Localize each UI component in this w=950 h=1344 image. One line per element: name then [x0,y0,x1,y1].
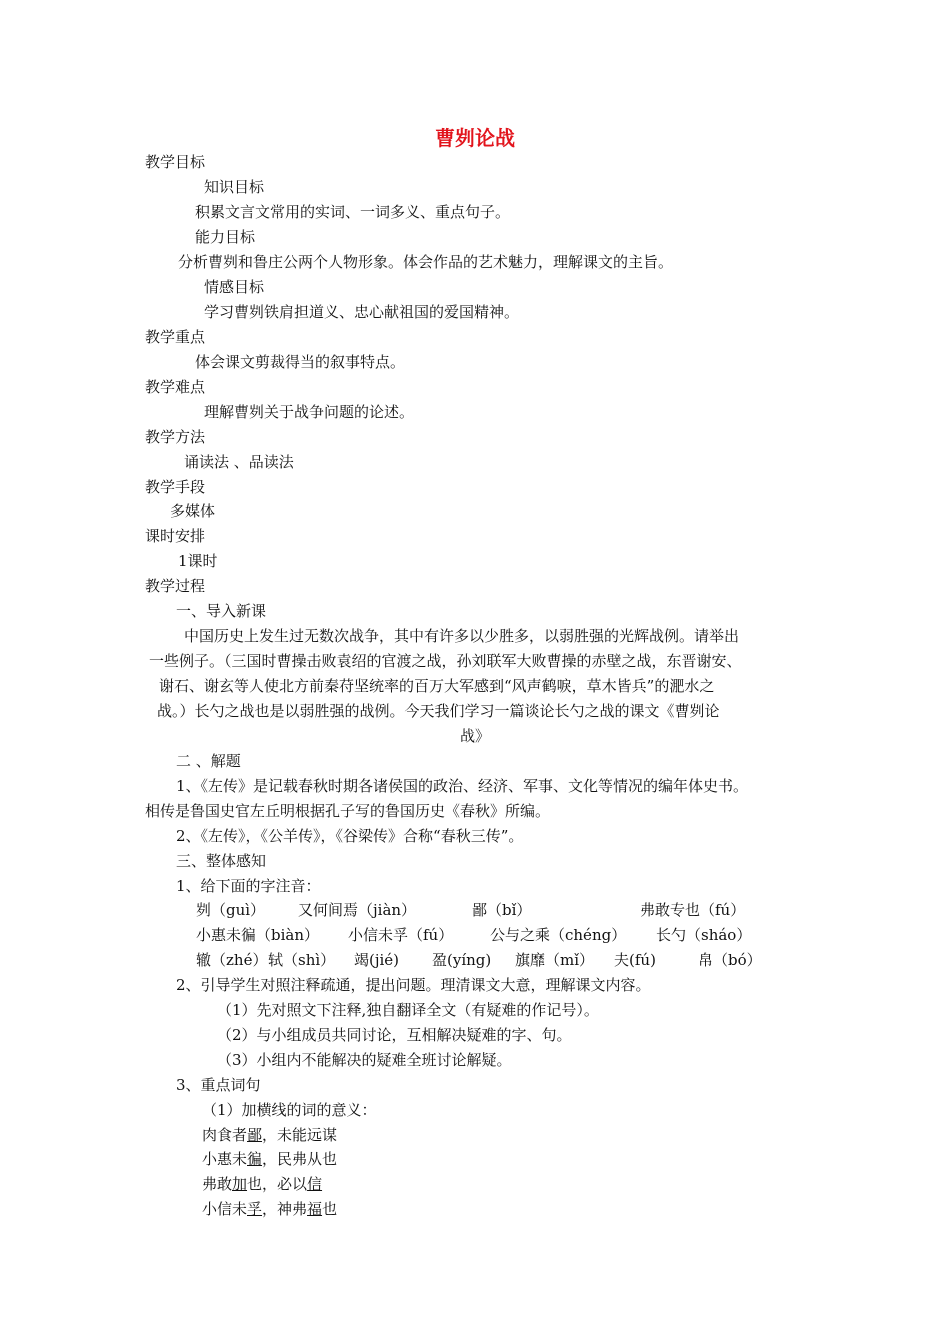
pinyin-item: 辙（zhé） [196,951,268,969]
method-text: 诵读法 、品读法 [184,453,294,471]
phrase-line: 小惠未徧，民弗从也 [202,1150,338,1168]
section2-item1-line1: 1、《左传》是记载春秋时期各诸侯国的政治、经济、军事、文化等情况的编年体史书。 [176,777,749,795]
means-text: 多媒体 [170,502,216,520]
section1-line: 一些例子。（三国时曹操击败袁绍的官渡之战，孙刘联军大败曹操的赤壁之战，东晋谢安、 [149,652,742,670]
schedule-heading: 课时安排 [145,527,206,545]
section1-line: 战。）长勺之战也是以弱胜强的战例。今天我们学习一篇谈论长勺之战的课文《曹刿论 [157,702,720,720]
emotion-label: 情感目标 [204,278,265,296]
section1-line: 谢石、谢玄等人使北方前秦苻坚统率的百万大军感到“风声鹤唳，草木皆兵”的淝水之 [159,677,715,695]
pinyin-item: 弗敢专也（fú） [640,901,746,919]
difficulty-text: 理解曹刿关于战争问题的论述。 [204,403,415,421]
difficulty-heading: 教学难点 [145,378,206,396]
pinyin-item: 小信未孚（fú） [348,926,454,944]
section3-item3-sub: （1）加横线的词的意义： [202,1101,377,1119]
phrase-line: 弗敢加也，必以信 [202,1175,323,1193]
objectives-heading: 教学目标 [145,153,206,171]
method-heading: 教学方法 [145,428,206,446]
pinyin-item: 又何间焉（jiàn） [298,901,417,919]
means-heading: 教学手段 [145,478,206,496]
section2-heading: 二 、解题 [176,752,241,770]
phrase-line: 肉食者鄙，未能远谋 [202,1126,338,1144]
key-point-text: 体会课文剪裁得当的叙事特点。 [195,353,406,371]
pinyin-item: 长勺（sháo） [656,926,752,944]
underlined-word: 信 [307,1175,323,1193]
underlined-word: 福 [307,1200,323,1218]
pinyin-item: 轼（shì） [268,951,336,969]
section1-line: 战》 [460,727,491,745]
section2-item2: 2、《左传》，《公羊传》，《谷梁传》合称“春秋三传”。 [176,827,524,845]
section3-item2-sub: （2）与小组成员共同讨论，互相解决疑难的字、句。 [217,1026,572,1044]
section3-item2-sub: （3）小组内不能解决的疑难全班讨论解疑。 [217,1051,512,1069]
section2-item1-line2: 相传是鲁国史官左丘明根据孔子写的鲁国历史《春秋》所编。 [145,802,551,820]
pinyin-item: 公与之乘（chéng） [490,926,627,944]
section3-heading: 三、整体感知 [176,852,267,870]
ability-label: 能力目标 [195,228,256,246]
ability-text: 分析曹刿和鲁庄公两个人物形象。体会作品的艺术魅力，理解课文的主旨。 [178,253,674,271]
section3-item2: 2、引导学生对照注释疏通，提出问题。理清课文大意，理解课文内容。 [176,976,651,994]
knowledge-label: 知识目标 [204,178,265,196]
pinyin-item: 刿（guì） [196,901,266,919]
underlined-word: 徧 [247,1150,263,1168]
underlined-word: 加 [232,1175,248,1193]
pinyin-item: 帛（bó） [698,951,762,969]
knowledge-text: 积累文言文常用的实词、一词多义、重点句子。 [195,203,511,221]
section3-item1: 1、给下面的字注音： [176,877,321,895]
schedule-text: 1课时 [178,552,218,570]
pinyin-item: 鄙（bǐ） [472,901,532,919]
section1-heading: 一、导入新课 [176,602,267,620]
pinyin-item: 夫(fú) [614,951,656,969]
key-point-heading: 教学重点 [145,328,206,346]
section3-item2-sub: （1）先对照文下注释,独自翻译全文（有疑难的作记号）。 [217,1001,599,1019]
page-title: 曹刿论战 [435,126,515,150]
phrase-line: 小信未孚，神弗福也 [202,1200,338,1218]
section3-item3: 3、重点词句 [176,1076,261,1094]
process-heading: 教学过程 [145,577,206,595]
pinyin-item: 小惠未徧（biàn） [196,926,320,944]
pinyin-item: 旗靡（mǐ） [515,951,595,969]
underlined-word: 孚 [247,1200,263,1218]
pinyin-item: 盈(yíng) [432,951,492,969]
emotion-text: 学习曹刿铁肩担道义、忠心献祖国的爱国精神。 [204,303,520,321]
underlined-word: 鄙 [247,1126,263,1144]
pinyin-item: 竭(jié) [354,951,400,969]
section1-line: 中国历史上发生过无数次战争，其中有许多以少胜多，以弱胜强的光辉战例。请举出 [184,627,740,645]
